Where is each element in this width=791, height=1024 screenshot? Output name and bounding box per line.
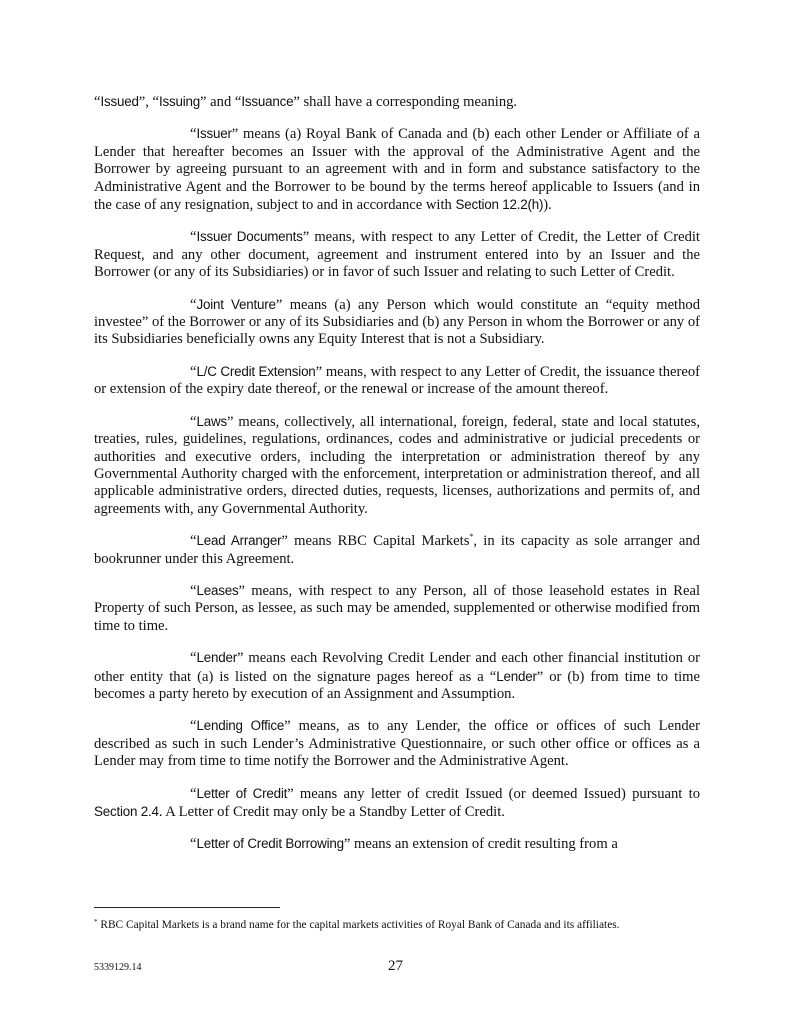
defined-term-lead-arranger: Lead Arranger (196, 533, 282, 549)
footnote-text: RBC Capital Markets is a brand name for the capital markets activities of Royal Bank of Canada and its affiliates. (97, 919, 620, 931)
section-reference: Section 12.2(h) (455, 197, 544, 213)
definition-issuer: “Issuer” means (a) Royal Bank of Canada and (b) each other Lender or Affiliate of a Lender that hereafter becomes an Issuer with the approval of the Administrative Agent and the Borrower by agreeing pursuant to an agreement with and in form and substance satisfactory to the Administrative Agent and the Borrower to be bound by the terms hereof applicable to Issuers (and in the case of any resignation, subject to and in accordance with Section 12.2(h)). (94, 126, 700, 214)
defined-term-laws: Laws (196, 413, 227, 429)
defined-term-issuer-documents: Issuer Documents (196, 229, 303, 245)
definition-lc-credit-extension: “L/C Credit Extension” means, with respect to any Letter of Credit, the issuance thereof or extension of the expiry date thereof, or the renewal or increase of the amount thereof. (94, 363, 700, 398)
definition-letter-of-credit-borrowing: “Letter of Credit Borrowing” means an extension of credit resulting from a (190, 836, 618, 853)
section-reference: Section 2.4 (94, 804, 159, 819)
definition-lead-arranger: “Lead Arranger” means RBC Capital Markets*, in its capacity as sole arranger and bookrunner under this Agreement. (94, 532, 700, 567)
defined-term-issuance: Issuance (241, 94, 294, 109)
document-body (94, 93, 700, 868)
defined-term-issuer: Issuer (196, 126, 232, 142)
footnote-divider (94, 907, 280, 908)
definition-leases: “Leases” means, with respect to any Person, all of those leasehold estates in Real Property of such Person, as lessee, as such may be amended, supplemented or otherwise modified from time to time. (94, 582, 700, 634)
defined-term-issuing: Issuing (159, 94, 201, 109)
defined-term-issued: Issued (100, 94, 139, 109)
document-id: 5339129.14 (94, 962, 142, 973)
definition-issuer-documents: “Issuer Documents” means, with respect to any Letter of Credit, the Letter of Credit Request, and any other document, agreement and instrument entered into by an Issuer and the Borrower (or any of its Subsidiaries) or in favor of such Issuer and relating to such Letter of Credit. (94, 229, 700, 281)
footnote (94, 918, 714, 932)
definition-letter-of-credit: “Letter of Credit” means any letter of credit Issued (or deemed Issued) pursuant to Section 2.4. A Letter of Credit may only be a Standby Letter of Credit. (94, 785, 701, 820)
defined-term-lender-inline: Lender (496, 668, 537, 684)
definition-lender: “Lender” means each Revolving Credit Lender and each other financial institution or other entity that (a) is listed on the signature pages hereof as a “Lender” or (b) from time to time becomes a party hereto by execution of an Assignment and Assumption. (94, 650, 701, 702)
definition-lending-office: “Lending Office” means, as to any Lender, the office or offices of such Lender described as such in such Lender’s Administrative Questionnaire, or such other office or offices as a Lender may from time to time notify the Borrower and the Administrative Agent. (94, 718, 701, 770)
paragraph-issued: “Issued”, “Issuing” and “Issuance” shall have a corresponding meaning. (94, 94, 518, 110)
defined-term-letter-of-credit-borrowing: Letter of Credit Borrowing (196, 836, 344, 852)
footnote-marker: * (94, 918, 98, 926)
definition-laws: “Laws” means, collectively, all international, foreign, federal, state and local statutes, treaties, rules, guidelines, regulations, ordinances, codes and administrative or judicial precedents or authorities and executive orders, including the interpretation or administration thereof by any Governmental Authority charged with the enforcement, interpretation or administration thereof, and all applicable administrative orders, directed duties, requests, licenses, authorizations and permits of, and agreements with, any Governmental Authority. (94, 413, 700, 517)
defined-term-lc-credit-extension: L/C Credit Extension (196, 363, 316, 379)
definition-joint-venture: “Joint Venture” means (a) any Person which would constitute an “equity method investee” of the Borrower or any of its Subsidiaries and (b) any Person in whom the Borrower or any of its Subsidiaries beneficially owns any Equity Interest that is not a Subsidiary. (94, 296, 700, 348)
defined-term-lending-office: Lending Office (196, 718, 285, 734)
defined-term-lender: Lender (196, 650, 237, 666)
defined-term-letter-of-credit: Letter of Credit (196, 785, 288, 801)
footnote-marker: * (469, 532, 474, 542)
defined-term-joint-venture: Joint Venture (196, 296, 276, 312)
defined-term-leases: Leases (196, 582, 239, 598)
page-number: 27 (388, 958, 403, 974)
